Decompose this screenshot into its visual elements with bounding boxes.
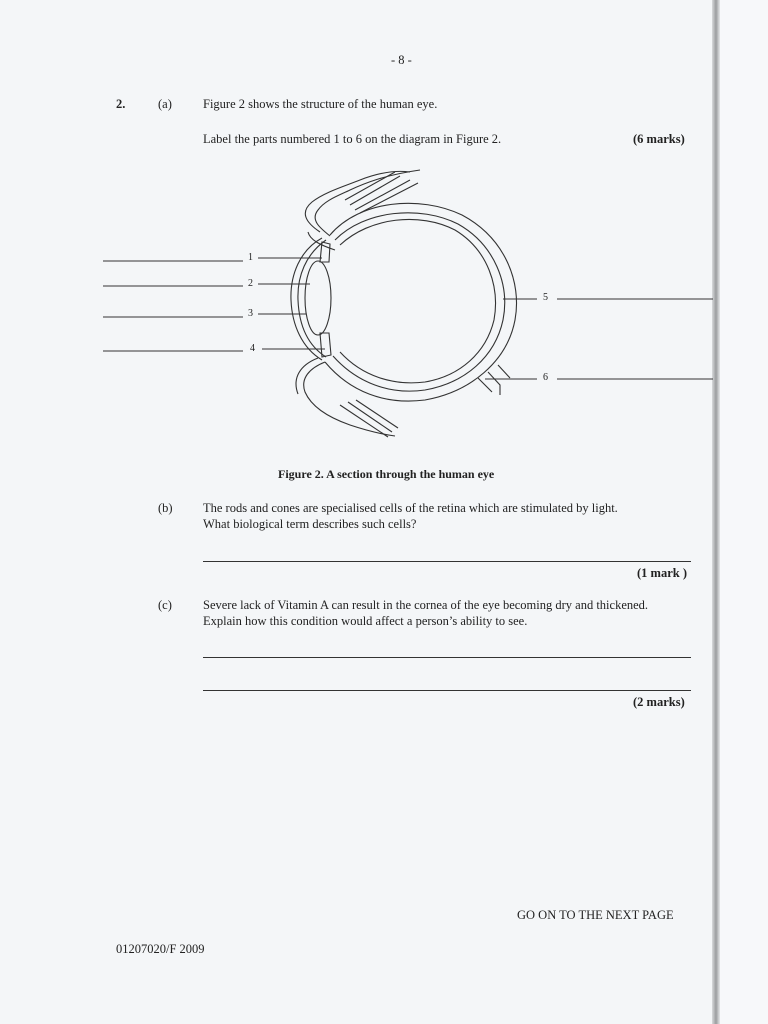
- eye-label-3: 3: [248, 308, 253, 319]
- eye-outer-wall: [325, 203, 517, 401]
- part-b-text-1: The rods and cones are specialised cells of the retina which are stimulated by light.: [203, 501, 618, 515]
- figure-caption: Figure 2. A section through the human eye: [278, 467, 495, 481]
- part-b-label: (b): [158, 501, 173, 515]
- eye-retina: [340, 219, 495, 382]
- eye-label-6: 6: [543, 372, 548, 383]
- eye-inner-wall: [333, 213, 505, 391]
- part-b-marks: (1 mark ): [637, 566, 687, 580]
- eye-label-4: 4: [250, 343, 255, 354]
- part-a-marks: (6 marks): [633, 132, 685, 146]
- part-c-answer-line-1[interactable]: [203, 657, 691, 658]
- eye-label-2: 2: [248, 278, 253, 289]
- cornea: [291, 238, 322, 360]
- part-a-text-1: Figure 2 shows the structure of the human eye.: [203, 97, 438, 111]
- part-b-text-2: What biological term describes such cells?: [203, 517, 417, 531]
- label-leaders-right: [485, 299, 713, 379]
- eye-label-5: 5: [543, 292, 548, 303]
- part-a-text-2: Label the parts numbered 1 to 6 on the diagram in Figure 2.: [203, 132, 502, 146]
- page-number: - 8 -: [391, 53, 412, 67]
- lens: [305, 261, 331, 335]
- part-a-label: (a): [158, 97, 172, 111]
- continue-note: GO ON TO THE NEXT PAGE: [517, 908, 674, 922]
- part-c-label: (c): [158, 598, 172, 612]
- part-c-marks: (2 marks): [633, 695, 685, 709]
- optic-nerve: [478, 365, 510, 395]
- iris-lower: [320, 333, 331, 357]
- part-c-text-1: Severe lack of Vitamin A can result in the cornea of the eye becoming dry and thickened.: [203, 598, 649, 612]
- paper-code: 01207020/F 2009: [116, 942, 205, 956]
- eye-diagram: [0, 0, 718, 450]
- part-b-answer-line[interactable]: [203, 561, 691, 562]
- scan-margin: [720, 0, 768, 1024]
- part-c-answer-line-2[interactable]: [203, 690, 691, 691]
- eye-label-1: 1: [248, 252, 253, 263]
- question-number: 2.: [116, 97, 126, 111]
- part-c-text-2: Explain how this condition would affect a person’s ability to see.: [203, 614, 528, 628]
